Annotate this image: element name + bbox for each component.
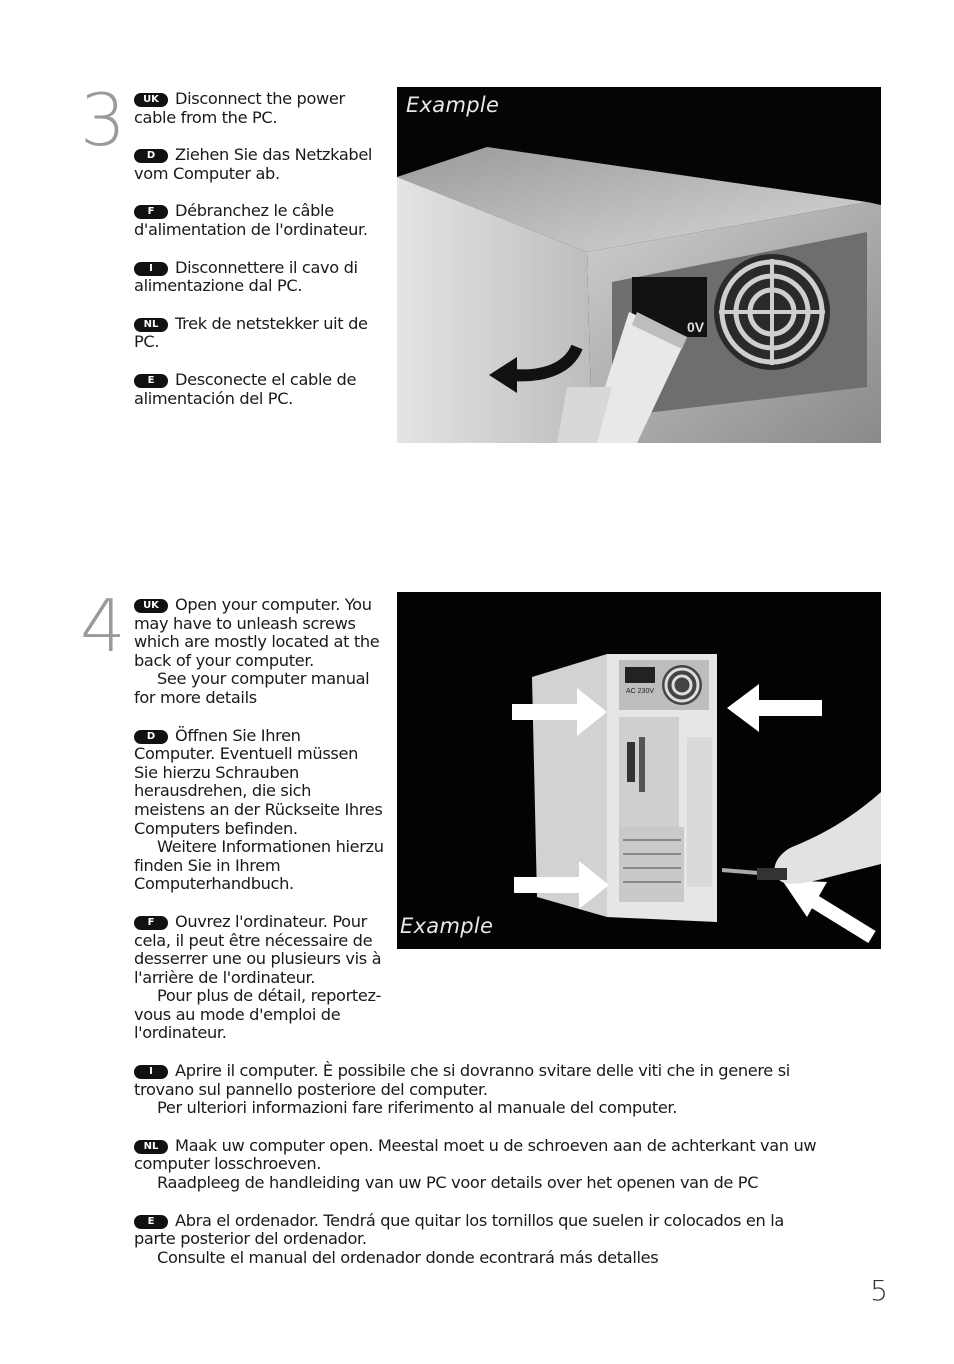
language-badge-f: F bbox=[134, 205, 168, 219]
step-number-4: 4 bbox=[80, 584, 126, 668]
instruction-text: Open your computer. You may have to unleash screws which are mostly located at the back of your computer. bbox=[134, 595, 380, 670]
page-number: 5 bbox=[870, 1274, 888, 1307]
language-badge-e: E bbox=[134, 1215, 168, 1229]
instruction-e bbox=[134, 1212, 824, 1268]
example-label: Example bbox=[406, 93, 500, 117]
instruction-f bbox=[134, 913, 386, 1043]
instruction-text: Trek de netstekker uit de PC. bbox=[134, 313, 368, 352]
voltage-label: 0V bbox=[687, 319, 705, 335]
instruction-d bbox=[134, 146, 384, 183]
instruction-i bbox=[134, 259, 384, 296]
example-label: Example bbox=[400, 914, 494, 938]
instruction-d bbox=[134, 727, 386, 894]
instruction-subtext: Consulte el manual del ordenador donde econtrará más detalles bbox=[157, 1247, 659, 1267]
photo-open-computer bbox=[397, 592, 881, 949]
pc-rear-illustration bbox=[397, 87, 881, 443]
instruction-f bbox=[134, 202, 384, 239]
instruction-text: Ouvrez l'ordinateur. Pour cela, il peut être nécessaire de desserrer une ou plusieurs vis à l'arrière de l'ordinateur. bbox=[134, 911, 382, 987]
language-badge-f: F bbox=[134, 916, 168, 930]
instruction-text: Disconnect the power cable from the PC. bbox=[134, 89, 345, 127]
instruction-subtext: Weitere Informationen hierzu finden Sie in Ihrem Computerhandbuch. bbox=[134, 837, 384, 894]
instruction-text: Débranchez le câble d'alimentation de l'ordinateur. bbox=[134, 201, 368, 239]
instruction-text: Maak uw computer open. Meestal moet u de schroeven aan de achterkant van uw computer losschroeven. bbox=[134, 1135, 817, 1174]
step-3-instructions bbox=[134, 90, 384, 427]
photo-unplug-power-cable bbox=[397, 87, 881, 443]
instruction-nl bbox=[134, 1137, 824, 1193]
language-badge-d: D bbox=[134, 149, 168, 163]
instruction-text: Öffnen Sie Ihren Computer. Eventuell müssen Sie hierzu Schrauben herausdrehen, die sich meistens an der Rückseite Ihres Computers befinden. bbox=[134, 725, 383, 838]
language-badge-d: D bbox=[134, 730, 168, 744]
instruction-e bbox=[134, 371, 384, 408]
instruction-nl bbox=[134, 315, 384, 352]
instruction-i bbox=[134, 1062, 824, 1118]
step-4-instructions-left bbox=[134, 596, 386, 1062]
step-number-3: 3 bbox=[80, 78, 126, 162]
language-badge-nl: NL bbox=[134, 318, 168, 332]
instruction-text: Aprire il computer. È possibile che si dovranno svitare delle viti che in genere si trovano sul pannello posteriore del computer. bbox=[134, 1061, 790, 1099]
language-badge-nl: NL bbox=[134, 1140, 168, 1154]
instruction-text: Abra el ordenador. Tendrá que quitar los tornillos que suelen ir colocados en la parte posterior del ordenador. bbox=[134, 1210, 784, 1249]
language-badge-uk: UK bbox=[134, 599, 168, 613]
instruction-subtext: Per ulteriori informazioni fare riferimento al manuale del computer. bbox=[157, 1098, 678, 1118]
instruction-uk bbox=[134, 90, 384, 127]
instruction-subtext: Raadpleeg de handleiding van uw PC voor details over het openen van de PC bbox=[157, 1172, 759, 1192]
instruction-uk bbox=[134, 596, 386, 708]
instruction-text: Disconnettere il cavo di alimentazione dal PC. bbox=[134, 257, 358, 296]
instruction-text: Ziehen Sie das Netzkabel vom Computer ab. bbox=[134, 145, 373, 183]
instruction-text: Desconecte el cable de alimentación del PC. bbox=[134, 369, 357, 408]
language-badge-e: E bbox=[134, 374, 168, 388]
step-4-instructions-wide bbox=[134, 1062, 824, 1286]
fan-grille bbox=[714, 254, 830, 370]
language-badge-i: I bbox=[134, 262, 168, 276]
instruction-subtext: See your computer manual for more details bbox=[134, 669, 370, 707]
instruction-subtext: Pour plus de détail, reportez-vous au mode d'emploi de l'ordinateur. bbox=[134, 986, 382, 1043]
voltage-label: AC 230V bbox=[626, 688, 655, 695]
language-badge-uk: UK bbox=[134, 93, 168, 107]
pc-tower-illustration bbox=[397, 592, 881, 949]
language-badge-i: I bbox=[134, 1065, 168, 1079]
